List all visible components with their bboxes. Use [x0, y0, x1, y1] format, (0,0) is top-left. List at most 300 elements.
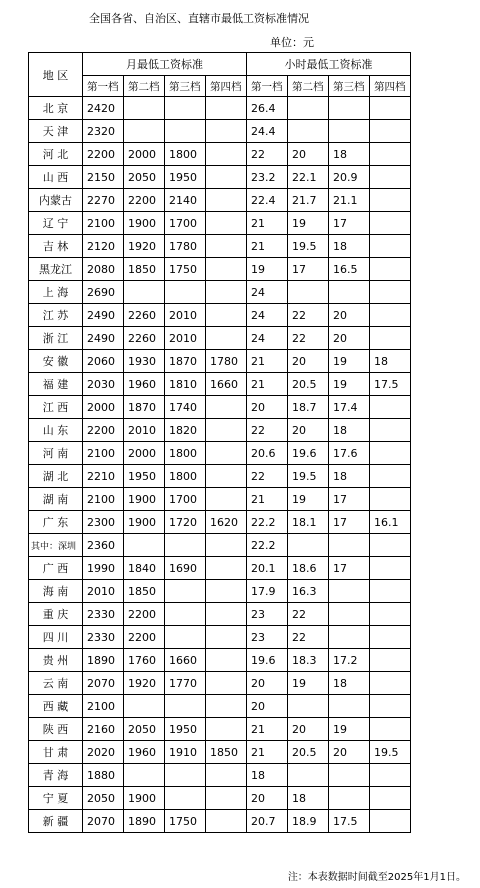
table-row: [29, 120, 411, 143]
monthly-tier-2-cell: [124, 764, 165, 787]
hourly-tier-2-cell: 22: [288, 327, 329, 350]
hourly-tier-1-cell: 19.6: [247, 649, 288, 672]
monthly-tier-3-cell: 1700: [165, 212, 206, 235]
hourly-tier-1-cell: 20: [247, 787, 288, 810]
hourly-tier-3-cell: 17.4: [329, 396, 370, 419]
hourly-tier-3-cell: [329, 603, 370, 626]
monthly-tier-1-cell: 2120: [83, 235, 124, 258]
monthly-tier-3-cell: 1800: [165, 143, 206, 166]
monthly-tier-2-cell: 1870: [124, 396, 165, 419]
region-cell: 四 川: [29, 626, 83, 649]
monthly-tier-4-cell: [206, 143, 247, 166]
monthly-tier-3-cell: [165, 281, 206, 304]
table-row: [29, 304, 411, 327]
hourly-tier-3-cell: 17: [329, 488, 370, 511]
hourly-tier-3-cell: 19: [329, 373, 370, 396]
page-title: 全国各省、自治区、直辖市最低工资标准情况: [89, 12, 309, 25]
hourly-tier-4-cell: [370, 442, 411, 465]
monthly-tier-2-cell: 1960: [124, 741, 165, 764]
monthly-tier-2-cell: [124, 281, 165, 304]
hourly-tier-3-cell: [329, 695, 370, 718]
hourly-tier-2-cell: 20.5: [288, 373, 329, 396]
hourly-tier-4-cell: [370, 465, 411, 488]
monthly-tier-3-cell: 1770: [165, 672, 206, 695]
hourly-tier-2-cell: 18.1: [288, 511, 329, 534]
monthly-tier-4-cell: [206, 166, 247, 189]
monthly-tier-2-cell: [124, 97, 165, 120]
monthly-tier-3-cell: [165, 626, 206, 649]
hourly-tier-1-cell: 19: [247, 258, 288, 281]
hourly-tier-3-cell: [329, 120, 370, 143]
hourly-tier-2-cell: 20: [288, 718, 329, 741]
hourly-tier-2-cell: 20: [288, 419, 329, 442]
monthly-tier-3-cell: [165, 580, 206, 603]
hourly-tier-4-cell: 19.5: [370, 741, 411, 764]
table-row: [29, 534, 411, 557]
region-header: 地 区: [29, 53, 83, 97]
monthly-tier-3-cell: 1690: [165, 557, 206, 580]
monthly-tier-1-cell: 2160: [83, 718, 124, 741]
hourly-tier-3-cell: 19: [329, 350, 370, 373]
monthly-tier-4-cell: [206, 672, 247, 695]
hourly-tier-4-cell: [370, 626, 411, 649]
hourly-tier-3-cell: [329, 97, 370, 120]
monthly-tier-2-cell: [124, 534, 165, 557]
region-cell: 辽 宁: [29, 212, 83, 235]
region-cell: 陕 西: [29, 718, 83, 741]
hourly-tier-4-cell: [370, 672, 411, 695]
monthly-tier-3-cell: 1660: [165, 649, 206, 672]
table-row: [29, 718, 411, 741]
region-cell: 吉 林: [29, 235, 83, 258]
region-cell: 海 南: [29, 580, 83, 603]
hourly-tier-1-cell: 24: [247, 304, 288, 327]
monthly-tier-3-cell: 1780: [165, 235, 206, 258]
table-row: [29, 281, 411, 304]
monthly-tier-2-cell: 2000: [124, 143, 165, 166]
hourly-tier-2-cell: 18: [288, 787, 329, 810]
table-row: [29, 396, 411, 419]
table-row: [29, 672, 411, 695]
hourly-tier-3-cell: [329, 764, 370, 787]
hourly-tier-1-header: 第一档: [247, 76, 288, 97]
hourly-tier-3-cell: [329, 534, 370, 557]
monthly-tier-1-cell: 2300: [83, 511, 124, 534]
hourly-tier-1-cell: 20.1: [247, 557, 288, 580]
monthly-tier-1-cell: 1990: [83, 557, 124, 580]
monthly-tier-3-cell: 1750: [165, 258, 206, 281]
hourly-tier-4-cell: [370, 143, 411, 166]
hourly-tier-2-cell: 19: [288, 672, 329, 695]
region-cell: 山 西: [29, 166, 83, 189]
footnote: 注：本表数据时间截至2025年1月1日。: [287, 872, 466, 883]
monthly-tier-1-cell: 2030: [83, 373, 124, 396]
hourly-tier-3-cell: 17: [329, 212, 370, 235]
table-row: [29, 327, 411, 350]
monthly-tier-4-cell: [206, 419, 247, 442]
monthly-tier-4-cell: [206, 626, 247, 649]
hourly-tier-1-cell: 21: [247, 212, 288, 235]
monthly-tier-3-header: 第三档: [165, 76, 206, 97]
monthly-tier-1-cell: 2490: [83, 304, 124, 327]
monthly-tier-2-cell: 2200: [124, 189, 165, 212]
hourly-tier-3-cell: 17: [329, 557, 370, 580]
hourly-tier-2-cell: 19: [288, 488, 329, 511]
hourly-tier-2-cell: 19.5: [288, 465, 329, 488]
monthly-tier-2-cell: [124, 695, 165, 718]
table-row: [29, 557, 411, 580]
monthly-tier-4-cell: [206, 488, 247, 511]
region-cell: 上 海: [29, 281, 83, 304]
hourly-tier-4-cell: [370, 419, 411, 442]
hourly-tier-4-cell: [370, 396, 411, 419]
region-cell: 广 西: [29, 557, 83, 580]
monthly-tier-1-cell: 2100: [83, 442, 124, 465]
monthly-tier-3-cell: [165, 97, 206, 120]
monthly-tier-1-cell: 2200: [83, 419, 124, 442]
hourly-tier-2-cell: [288, 534, 329, 557]
monthly-tier-1-header: 第一档: [83, 76, 124, 97]
table-row: [29, 649, 411, 672]
hourly-tier-1-cell: 22.2: [247, 534, 288, 557]
monthly-tier-2-cell: 1850: [124, 258, 165, 281]
monthly-tier-1-cell: 2330: [83, 603, 124, 626]
monthly-tier-1-cell: 2420: [83, 97, 124, 120]
table-row: [29, 626, 411, 649]
hourly-tier-3-cell: [329, 580, 370, 603]
monthly-tier-4-cell: [206, 787, 247, 810]
region-cell: 宁 夏: [29, 787, 83, 810]
monthly-tier-1-cell: 2490: [83, 327, 124, 350]
monthly-tier-2-cell: 1900: [124, 488, 165, 511]
monthly-tier-1-cell: 1880: [83, 764, 124, 787]
table-body: [29, 97, 411, 833]
hourly-tier-4-cell: [370, 534, 411, 557]
monthly-tier-1-cell: 2100: [83, 488, 124, 511]
table-row: [29, 787, 411, 810]
monthly-tier-1-cell: 2070: [83, 672, 124, 695]
monthly-tier-4-cell: 1620: [206, 511, 247, 534]
hourly-tier-2-cell: 18.6: [288, 557, 329, 580]
hourly-tier-1-cell: 24: [247, 281, 288, 304]
hourly-tier-3-cell: 17.2: [329, 649, 370, 672]
table-row: [29, 511, 411, 534]
hourly-tier-3-cell: 20: [329, 741, 370, 764]
table-row: [29, 373, 411, 396]
hourly-tier-2-cell: [288, 764, 329, 787]
region-cell: 江 苏: [29, 304, 83, 327]
monthly-tier-4-cell: [206, 695, 247, 718]
hourly-tier-4-cell: [370, 281, 411, 304]
hourly-tier-2-cell: 19.5: [288, 235, 329, 258]
hourly-tier-1-cell: 21: [247, 373, 288, 396]
region-cell: 黑龙江: [29, 258, 83, 281]
hourly-tier-1-cell: 20: [247, 695, 288, 718]
hourly-tier-2-cell: 22.1: [288, 166, 329, 189]
hourly-tier-1-cell: 20.6: [247, 442, 288, 465]
monthly-tier-4-cell: [206, 189, 247, 212]
region-cell: 内蒙古: [29, 189, 83, 212]
monthly-tier-2-cell: 1920: [124, 235, 165, 258]
hourly-tier-2-cell: 21.7: [288, 189, 329, 212]
monthly-tier-3-cell: 1870: [165, 350, 206, 373]
monthly-tier-1-cell: 2080: [83, 258, 124, 281]
hourly-tier-2-header: 第二档: [288, 76, 329, 97]
monthly-tier-3-cell: [165, 787, 206, 810]
hourly-tier-1-cell: 21: [247, 741, 288, 764]
monthly-tier-2-cell: 1900: [124, 511, 165, 534]
hourly-tier-1-cell: 22.4: [247, 189, 288, 212]
monthly-tier-3-cell: [165, 120, 206, 143]
region-cell: 甘 肃: [29, 741, 83, 764]
table-row: [29, 810, 411, 833]
hourly-tier-1-cell: 24.4: [247, 120, 288, 143]
monthly-tier-2-cell: 2260: [124, 327, 165, 350]
monthly-tier-4-cell: [206, 557, 247, 580]
monthly-tier-2-cell: 2000: [124, 442, 165, 465]
hourly-tier-2-cell: 18.3: [288, 649, 329, 672]
table-row: [29, 741, 411, 764]
monthly-tier-4-cell: [206, 534, 247, 557]
monthly-header: 月最低工资标准: [83, 53, 247, 76]
monthly-tier-1-cell: 2270: [83, 189, 124, 212]
hourly-tier-4-cell: [370, 649, 411, 672]
monthly-tier-1-cell: 2330: [83, 626, 124, 649]
monthly-tier-2-cell: 1890: [124, 810, 165, 833]
hourly-tier-2-cell: 22: [288, 626, 329, 649]
hourly-tier-4-cell: [370, 212, 411, 235]
hourly-tier-1-cell: 23.2: [247, 166, 288, 189]
hourly-tier-4-cell: [370, 764, 411, 787]
hourly-tier-1-cell: 20.7: [247, 810, 288, 833]
monthly-tier-2-cell: 2200: [124, 626, 165, 649]
hourly-tier-4-cell: 16.1: [370, 511, 411, 534]
monthly-tier-1-cell: 2020: [83, 741, 124, 764]
region-cell: 浙 江: [29, 327, 83, 350]
hourly-tier-3-cell: 18: [329, 235, 370, 258]
monthly-tier-1-cell: 2000: [83, 396, 124, 419]
hourly-tier-1-cell: 21: [247, 235, 288, 258]
monthly-tier-4-header: 第四档: [206, 76, 247, 97]
monthly-tier-4-cell: [206, 304, 247, 327]
monthly-tier-3-cell: 2010: [165, 304, 206, 327]
hourly-tier-2-cell: 22: [288, 603, 329, 626]
hourly-tier-3-cell: 18: [329, 143, 370, 166]
hourly-tier-1-cell: 22: [247, 419, 288, 442]
monthly-tier-3-cell: [165, 534, 206, 557]
hourly-tier-1-cell: 21: [247, 488, 288, 511]
monthly-tier-4-cell: [206, 396, 247, 419]
monthly-tier-3-cell: 1810: [165, 373, 206, 396]
table-row: [29, 350, 411, 373]
monthly-tier-3-cell: [165, 764, 206, 787]
monthly-tier-1-cell: 2210: [83, 465, 124, 488]
table-row: [29, 488, 411, 511]
monthly-tier-1-cell: 2060: [83, 350, 124, 373]
table-row: [29, 603, 411, 626]
monthly-tier-1-cell: 2100: [83, 212, 124, 235]
hourly-tier-2-cell: [288, 120, 329, 143]
hourly-tier-2-cell: [288, 695, 329, 718]
region-cell: 新 疆: [29, 810, 83, 833]
hourly-tier-1-cell: 22.2: [247, 511, 288, 534]
hourly-tier-2-cell: [288, 97, 329, 120]
monthly-tier-3-cell: 2140: [165, 189, 206, 212]
hourly-tier-1-cell: 22: [247, 465, 288, 488]
hourly-tier-2-cell: 19: [288, 212, 329, 235]
hourly-tier-3-cell: 17.6: [329, 442, 370, 465]
monthly-tier-4-cell: [206, 235, 247, 258]
hourly-tier-4-cell: [370, 695, 411, 718]
table-row: [29, 97, 411, 120]
hourly-tier-4-cell: [370, 120, 411, 143]
region-cell: 其中：深圳: [29, 534, 83, 557]
hourly-tier-1-cell: 23: [247, 626, 288, 649]
hourly-tier-1-cell: 18: [247, 764, 288, 787]
monthly-tier-2-cell: 2260: [124, 304, 165, 327]
hourly-tier-3-cell: 21.1: [329, 189, 370, 212]
hourly-tier-2-cell: 20.5: [288, 741, 329, 764]
monthly-tier-4-cell: [206, 718, 247, 741]
region-cell: 北 京: [29, 97, 83, 120]
monthly-tier-2-cell: 1960: [124, 373, 165, 396]
hourly-tier-1-cell: 23: [247, 603, 288, 626]
hourly-tier-1-cell: 22: [247, 143, 288, 166]
monthly-tier-4-cell: [206, 120, 247, 143]
hourly-tier-1-cell: 21: [247, 718, 288, 741]
hourly-tier-3-cell: 18: [329, 672, 370, 695]
hourly-tier-4-cell: [370, 304, 411, 327]
hourly-tier-2-cell: 20: [288, 143, 329, 166]
hourly-tier-2-cell: 16.3: [288, 580, 329, 603]
monthly-tier-4-cell: [206, 327, 247, 350]
hourly-tier-4-cell: 17.5: [370, 373, 411, 396]
monthly-tier-3-cell: 1820: [165, 419, 206, 442]
region-cell: 重 庆: [29, 603, 83, 626]
monthly-tier-3-cell: 1800: [165, 465, 206, 488]
table-row: [29, 212, 411, 235]
hourly-tier-3-cell: 17: [329, 511, 370, 534]
hourly-tier-3-cell: 16.5: [329, 258, 370, 281]
monthly-tier-2-cell: 1900: [124, 212, 165, 235]
monthly-tier-4-cell: 1850: [206, 741, 247, 764]
hourly-tier-4-cell: [370, 166, 411, 189]
region-cell: 贵 州: [29, 649, 83, 672]
hourly-tier-4-cell: [370, 235, 411, 258]
hourly-tier-1-cell: 24: [247, 327, 288, 350]
monthly-tier-1-cell: 2050: [83, 787, 124, 810]
hourly-tier-4-cell: [370, 557, 411, 580]
monthly-tier-2-cell: 2050: [124, 718, 165, 741]
monthly-tier-2-cell: 1760: [124, 649, 165, 672]
hourly-tier-4-cell: [370, 787, 411, 810]
monthly-tier-2-cell: 2010: [124, 419, 165, 442]
hourly-tier-4-cell: [370, 580, 411, 603]
region-cell: 安 徽: [29, 350, 83, 373]
hourly-tier-2-cell: 22: [288, 304, 329, 327]
region-cell: 湖 南: [29, 488, 83, 511]
table-row: [29, 143, 411, 166]
hourly-tier-3-cell: 20.9: [329, 166, 370, 189]
monthly-tier-4-cell: [206, 258, 247, 281]
monthly-tier-2-cell: [124, 120, 165, 143]
region-cell: 西 藏: [29, 695, 83, 718]
monthly-tier-1-cell: 2070: [83, 810, 124, 833]
hourly-tier-4-cell: [370, 603, 411, 626]
table-row: [29, 189, 411, 212]
monthly-tier-3-cell: 1910: [165, 741, 206, 764]
table-row: [29, 419, 411, 442]
table-row: [29, 235, 411, 258]
monthly-tier-3-cell: 1720: [165, 511, 206, 534]
monthly-tier-3-cell: 1700: [165, 488, 206, 511]
table-row: [29, 258, 411, 281]
monthly-tier-4-cell: [206, 603, 247, 626]
region-cell: 湖 北: [29, 465, 83, 488]
monthly-tier-1-cell: 2320: [83, 120, 124, 143]
monthly-tier-4-cell: [206, 810, 247, 833]
monthly-tier-3-cell: [165, 603, 206, 626]
region-cell: 天 津: [29, 120, 83, 143]
region-cell: 广 东: [29, 511, 83, 534]
monthly-tier-4-cell: [206, 281, 247, 304]
monthly-tier-2-cell: 1920: [124, 672, 165, 695]
hourly-tier-3-cell: 20: [329, 304, 370, 327]
hourly-tier-1-cell: 20: [247, 672, 288, 695]
hourly-tier-3-cell: 18: [329, 419, 370, 442]
monthly-tier-1-cell: 2010: [83, 580, 124, 603]
monthly-tier-4-cell: [206, 442, 247, 465]
hourly-tier-2-cell: [288, 281, 329, 304]
monthly-tier-2-cell: 2200: [124, 603, 165, 626]
hourly-tier-3-cell: 17.5: [329, 810, 370, 833]
hourly-tier-2-cell: 18.9: [288, 810, 329, 833]
table-row: [29, 442, 411, 465]
hourly-tier-4-cell: [370, 718, 411, 741]
hourly-tier-2-cell: 18.7: [288, 396, 329, 419]
monthly-tier-4-cell: [206, 580, 247, 603]
monthly-tier-4-cell: [206, 212, 247, 235]
monthly-tier-2-cell: 1950: [124, 465, 165, 488]
hourly-header: 小时最低工资标准: [247, 53, 411, 76]
region-cell: 山 东: [29, 419, 83, 442]
table-row: [29, 695, 411, 718]
hourly-tier-2-cell: 19.6: [288, 442, 329, 465]
region-cell: 江 西: [29, 396, 83, 419]
hourly-tier-4-cell: [370, 488, 411, 511]
region-cell: 河 北: [29, 143, 83, 166]
table-row: [29, 580, 411, 603]
monthly-tier-4-cell: [206, 764, 247, 787]
hourly-tier-3-cell: 19: [329, 718, 370, 741]
monthly-tier-1-cell: 2690: [83, 281, 124, 304]
monthly-tier-1-cell: 2360: [83, 534, 124, 557]
hourly-tier-2-cell: 20: [288, 350, 329, 373]
hourly-tier-3-cell: 20: [329, 327, 370, 350]
monthly-tier-4-cell: [206, 97, 247, 120]
hourly-tier-1-cell: 17.9: [247, 580, 288, 603]
monthly-tier-2-header: 第二档: [124, 76, 165, 97]
monthly-tier-3-cell: 1740: [165, 396, 206, 419]
monthly-tier-2-cell: 1900: [124, 787, 165, 810]
monthly-tier-1-cell: 1890: [83, 649, 124, 672]
monthly-tier-3-cell: 2010: [165, 327, 206, 350]
monthly-tier-4-cell: 1660: [206, 373, 247, 396]
monthly-tier-2-cell: 1930: [124, 350, 165, 373]
region-cell: 福 建: [29, 373, 83, 396]
monthly-tier-3-cell: 1750: [165, 810, 206, 833]
hourly-tier-3-header: 第三档: [329, 76, 370, 97]
